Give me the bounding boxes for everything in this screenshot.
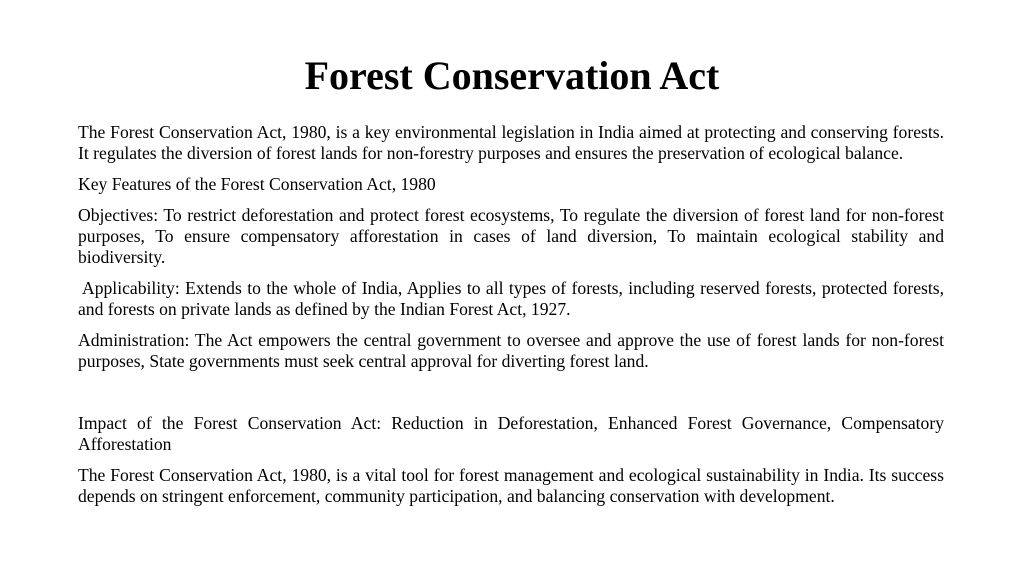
intro-paragraph: The Forest Conservation Act, 1980, is a key environmental legislation in India aimed at protecting and conserving forests. It regulates the diversion of forest lands for non-forestry purposes and ensures the preservation of ecological balance.: [78, 122, 944, 163]
blank-line: [78, 382, 944, 413]
key-features-heading: Key Features of the Forest Conservation Act, 1980: [78, 174, 436, 194]
conclusion-paragraph: The Forest Conservation Act, 1980, is a vital tool for forest management and ecological sustainability in India. Its success depends on stringent enforcement, community participation, and balancing conservation with development.: [78, 465, 944, 506]
objectives-paragraph: Objectives: To restrict deforestation and protect forest ecosystems, To regulate the diversion of forest land for non-forest purposes, To ensure compensatory afforestation in cases of land diversion, To maintain ecological stability and biodiversity.: [78, 205, 944, 267]
administration-paragraph: Administration: The Act empowers the central government to oversee and approve the use of forest lands for non-forest purposes, State governments must seek central approval for diverting forest land.: [78, 330, 944, 371]
slide-body: [78, 122, 944, 517]
slide-title: Forest Conservation Act: [304, 53, 720, 98]
applicability-paragraph: Applicability: Extends to the whole of India, Applies to all types of forests, including reserved forests, protected forests, and forests on private lands as defined by the Indian Forest Act, 1927.: [78, 278, 944, 319]
impact-paragraph: Impact of the Forest Conservation Act: Reduction in Deforestation, Enhanced Forest Governance, Compensatory Afforestation: [78, 413, 944, 454]
